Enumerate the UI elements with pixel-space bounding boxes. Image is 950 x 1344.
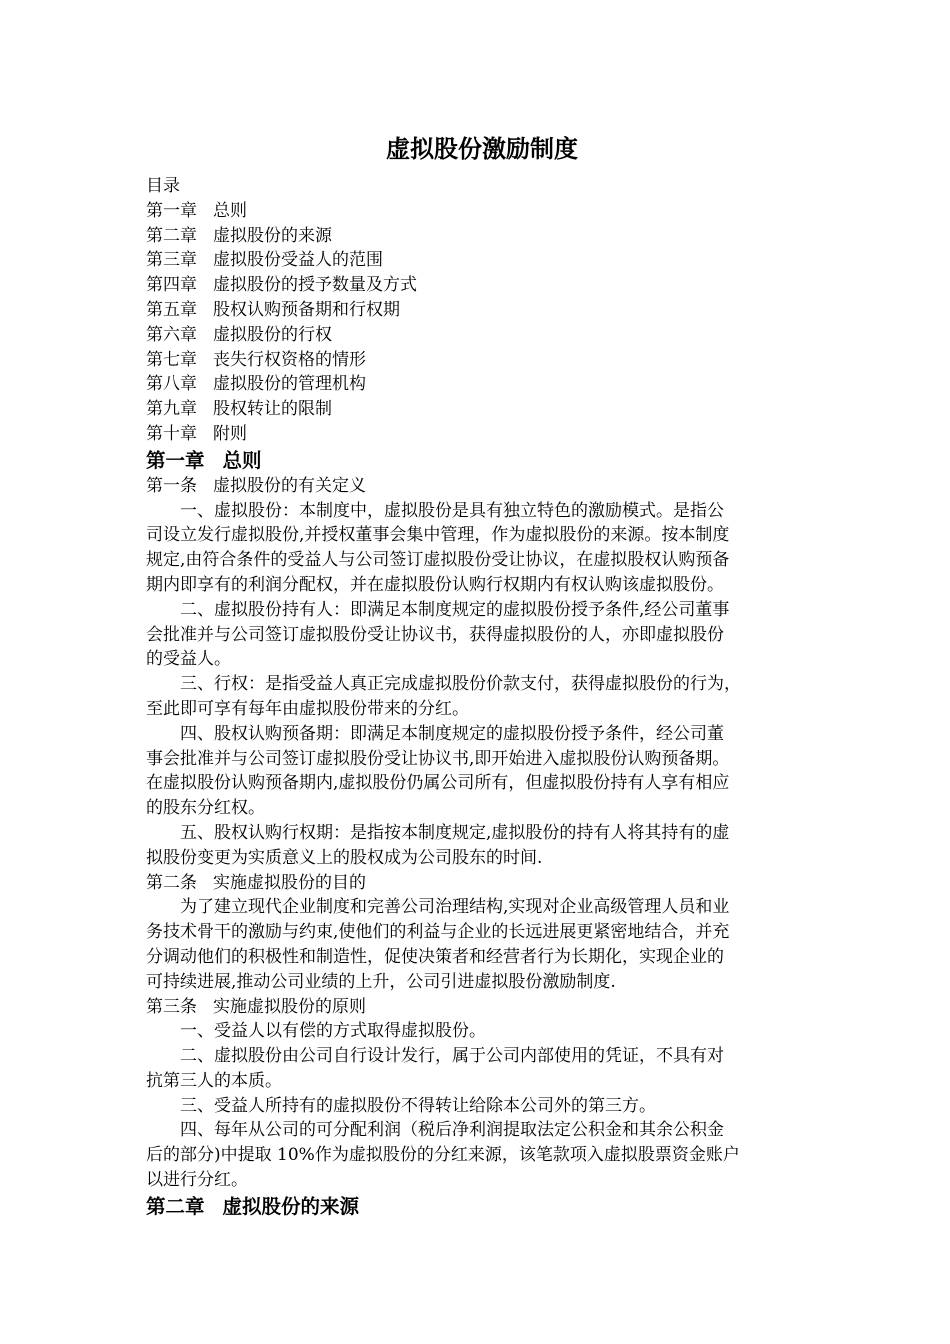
toc-entry-title: 丧失行权资格的情形 bbox=[213, 349, 366, 370]
toc-entry bbox=[146, 397, 810, 422]
toc-entry bbox=[146, 348, 810, 373]
paragraph bbox=[146, 672, 810, 722]
paragraph-line: 事会批准并与公司签订虚拟股份受让协议书,即开始进入虚拟股份认购预备期。 bbox=[146, 748, 730, 769]
article-heading bbox=[146, 871, 810, 896]
document-body bbox=[146, 132, 810, 1220]
paragraph-line: 规定,由符合条件的受益人与公司签订虚拟股份受让协议，在虚拟股权认购预备 bbox=[146, 550, 730, 571]
article-heading bbox=[146, 474, 810, 499]
toc-entry-number: 第三章 bbox=[146, 250, 197, 271]
chapter-number: 第一章 bbox=[146, 448, 205, 472]
article-title: 虚拟股份的有关定义 bbox=[213, 475, 366, 496]
toc-label: 目录 bbox=[146, 176, 180, 196]
chapter-heading bbox=[146, 447, 810, 474]
paragraph-line: 会批准并与公司签订虚拟股份受让协议书，获得虚拟股份的人，亦即虚拟股份 bbox=[146, 624, 724, 645]
paragraph-line: 可持续进展,推动公司业绩的上升，公司引进虚拟股份激励制度. bbox=[146, 971, 616, 992]
paragraph-line: 拟股份变更为实质意义上的股权成为公司股东的时间. bbox=[146, 847, 543, 868]
paragraph bbox=[146, 1094, 810, 1119]
paragraph-line: 务技术骨干的激励与约束,使他们的利益与企业的长远进展更紧密地结合，并充 bbox=[146, 922, 730, 943]
paragraph-line: 二、虚拟股份由公司自行设计发行，属于公司内部使用的凭证，不具有对 bbox=[180, 1046, 724, 1067]
toc-entry-title: 总则 bbox=[213, 200, 247, 221]
paragraph-line: 后的部分)中提取 10%作为虚拟股份的分红来源，该笔款项入虚拟股票资金账户 bbox=[146, 1145, 740, 1166]
paragraph-line: 的受益人。 bbox=[146, 649, 231, 670]
paragraph bbox=[146, 1044, 810, 1094]
paragraph bbox=[146, 722, 810, 821]
chapter-title: 虚拟股份的来源 bbox=[222, 1194, 360, 1218]
paragraph bbox=[146, 1019, 810, 1044]
toc-entry bbox=[146, 199, 810, 224]
paragraph bbox=[146, 499, 810, 598]
toc-entry-number: 第一章 bbox=[146, 200, 197, 221]
chapter-heading bbox=[146, 1193, 810, 1220]
article-number: 第三条 bbox=[146, 996, 197, 1017]
paragraph-line: 至此即可享有每年由虚拟股份带来的分红。 bbox=[146, 698, 469, 719]
toc-entry bbox=[146, 224, 810, 249]
article-heading bbox=[146, 995, 810, 1020]
toc-entry-title: 股权认购预备期和行权期 bbox=[213, 299, 400, 320]
paragraph-line: 一、虚拟股份：本制度中，虚拟股份是具有独立特色的激励模式。是指公 bbox=[180, 500, 724, 521]
paragraph-line: 抗第三人的本质。 bbox=[146, 1070, 282, 1091]
toc-entry bbox=[146, 273, 810, 298]
paragraph-line: 分调动他们的积极性和制造性，促使决策者和经营者行为长期化，实现企业的 bbox=[146, 946, 724, 967]
toc-entry-title: 股权转让的限制 bbox=[213, 399, 332, 420]
toc-entry-number: 第四章 bbox=[146, 275, 197, 296]
toc-entry-number: 第七章 bbox=[146, 349, 197, 370]
paragraph bbox=[146, 1118, 810, 1192]
toc-entry-title: 虚拟股份的授予数量及方式 bbox=[213, 275, 417, 296]
document-title: 虚拟股份激励制度 bbox=[386, 134, 578, 163]
paragraph-line: 期内即享有的利润分配权，并在虚拟股份认购行权期内有权认购该虚拟股份。 bbox=[146, 574, 724, 595]
article-title: 实施虚拟股份的原则 bbox=[213, 996, 366, 1017]
toc-entry bbox=[146, 422, 810, 447]
toc-entry-number: 第五章 bbox=[146, 299, 197, 320]
toc-entry bbox=[146, 323, 810, 348]
toc-entry-number: 第二章 bbox=[146, 225, 197, 246]
paragraph bbox=[146, 895, 810, 994]
toc-entry-title: 虚拟股份受益人的范围 bbox=[213, 250, 383, 271]
article-number: 第二条 bbox=[146, 872, 197, 893]
toc-entry-number: 第六章 bbox=[146, 324, 197, 345]
toc-entry-number: 第十章 bbox=[146, 423, 197, 444]
paragraph-line: 为了建立现代企业制度和完善公司治理结构,实现对企业高级管理人员和业 bbox=[180, 897, 730, 918]
toc-entry-title: 虚拟股份的来源 bbox=[213, 225, 332, 246]
article-title: 实施虚拟股份的目的 bbox=[213, 872, 366, 893]
toc-entry bbox=[146, 372, 810, 397]
paragraph bbox=[146, 821, 810, 871]
paragraph-line: 三、行权：是指受益人真正完成虚拟股份价款支付，获得虚拟股份的行为， bbox=[180, 674, 741, 695]
paragraph-line: 司设立发行虚拟股份,并授权董事会集中管理，作为虚拟股份的来源。按本制度 bbox=[146, 525, 730, 546]
paragraph-line: 以进行分红。 bbox=[146, 1170, 248, 1191]
toc-entry bbox=[146, 248, 810, 273]
toc-entry-number: 第九章 bbox=[146, 399, 197, 420]
paragraph-line: 三、受益人所持有的虚拟股份不得转让给除本公司外的第三方。 bbox=[180, 1095, 656, 1116]
toc-entry-title: 虚拟股份的行权 bbox=[213, 324, 332, 345]
paragraph-line: 一、受益人以有偿的方式取得虚拟股份。 bbox=[180, 1021, 486, 1042]
article-number: 第一条 bbox=[146, 475, 197, 496]
paragraph bbox=[146, 598, 810, 672]
paragraph-line: 的股东分红权。 bbox=[146, 798, 265, 819]
table-of-contents bbox=[146, 199, 810, 447]
toc-entry-title: 附则 bbox=[213, 423, 247, 444]
chapter-number: 第二章 bbox=[146, 1194, 205, 1218]
toc-entry-title: 虚拟股份的管理机构 bbox=[213, 374, 366, 395]
paragraph-line: 五、股权认购行权期：是指按本制度规定,虚拟股份的持有人将其持有的虚 bbox=[180, 822, 730, 843]
paragraph-line: 四、每年从公司的可分配利润（税后净利润提取法定公积金和其余公积金 bbox=[180, 1120, 724, 1141]
paragraph-line: 在虚拟股份认购预备期内,虚拟股份仍属公司所有，但虚拟股份持有人享有相应 bbox=[146, 773, 730, 794]
paragraph-line: 二、虚拟股份持有人：即满足本制度规定的虚拟股份授予条件,经公司董事 bbox=[180, 599, 730, 620]
chapter-title: 总则 bbox=[222, 448, 262, 472]
toc-entry-number: 第八章 bbox=[146, 374, 197, 395]
paragraph-line: 四、股权认购预备期：即满足本制度规定的虚拟股份授予条件，经公司董 bbox=[180, 723, 724, 744]
toc-entry bbox=[146, 298, 810, 323]
